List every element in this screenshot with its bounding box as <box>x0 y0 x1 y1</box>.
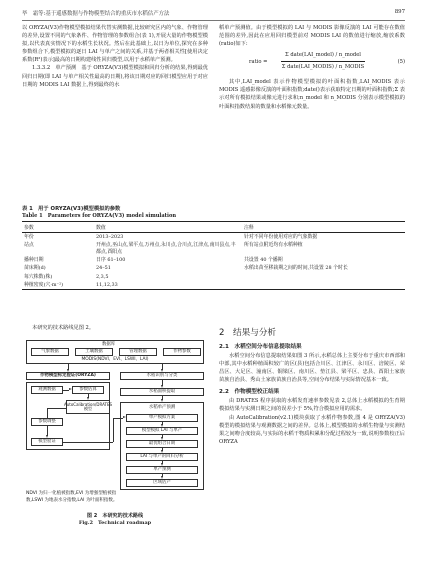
formula-lhs: ratio = <box>249 59 268 66</box>
box-autocalibration: AutoCalibration/DRATES 模型 <box>66 400 110 414</box>
box-parameter-adjustment: 参数调整 <box>31 418 63 426</box>
results-text-2 <box>219 397 405 446</box>
box-management-data: 管理数据 <box>119 348 157 356</box>
table-row <box>22 257 405 265</box>
box-observation-data: 观测数据 <box>31 386 63 394</box>
arrow-icon <box>123 416 126 418</box>
paragraph: 本研究的技术路线见图 2。 <box>32 325 95 331</box>
cell: 播种日期 <box>24 257 44 264</box>
table-title-en: Table 1 Parameters for ORYZA(V3) model simulation <box>22 213 177 219</box>
cell: 年份 <box>24 233 34 240</box>
cell: 所有站点附近均有水稻种植 <box>244 241 303 248</box>
box-yield-prediction: 单产预测 <box>126 466 198 474</box>
box-lai-regression: LAI 与单产的回归分析 <box>126 453 198 461</box>
cell: 苗床期(d) <box>24 265 46 272</box>
table-row <box>22 265 405 273</box>
equation-number: (5) <box>397 59 405 66</box>
box-parameter-estimation: 参数估算 <box>72 386 104 394</box>
connector <box>113 418 114 442</box>
cell: 每穴株数(株) <box>24 273 53 280</box>
box-rice-classification: 水稻识别与分类 <box>120 372 204 380</box>
connector <box>63 442 113 443</box>
caption-en: Fig.2 Technical roadmap <box>78 520 152 526</box>
figure-2-flowchart <box>22 338 208 506</box>
paragraph: 水稻空间分布信息提取结果如图 3 所示,水稻总体上主要分布于重庆市西部和中部,其中水稻种植面积较广的区(县)包括合川区、江津区、永川区、涪陵区、荣昌区、大足区、潼南区、铜梁区、南川区、垫江县、梁平区、忠县、酉阳土家族苗族自治县、秀山土家族苗族自治县等,空间分布结果与实际情况基本一致。 <box>219 353 405 384</box>
paragraph: 其中,LAI_model 表示作物模型模拟的叶面积指数,LAI_MODIS 表示 MODIS 遥感影像反演的叶面积指数;date()表示获取特定日期的叶面积指数;Σ 表示对所有模拟结果或像元进行求和;n_model 和 n_MODIS 分别表示模型模拟的叶面积指数结果的数量和水稻像元数量。 <box>219 79 405 110</box>
table-row <box>22 281 405 290</box>
cell: 日序 61–100 <box>96 257 126 264</box>
fraction-bar <box>281 61 365 62</box>
subsection-heading: 2.1 水稻空间分布信息提取结果 <box>219 344 302 350</box>
connector <box>47 408 48 418</box>
column-header: 注释 <box>242 222 405 233</box>
cell: 针对不同年份使用对应的气象数据 <box>244 233 318 240</box>
table-row <box>22 233 405 242</box>
connector <box>113 418 123 419</box>
paragraph: 1.3.3.2 单产预测 基于 ORYZA(V3)模型模拟和回归分析的结果,得到最优回归日期(即 LAI 与单产相关性最高的日期),将该日期对应的回归模型应用于对应日期的 MODIS LAI 数据上,得到最终的水 <box>22 65 208 88</box>
paragraph: 由 DRATES 程序获取的水稻发育速率参数见表 2,总体上水稻模拟的生育期模拟结果与实测日期之间的误差小于 5%,符合模拟应用的需求。 <box>219 398 405 413</box>
parameters-table <box>22 221 405 290</box>
database-label: 数据库 <box>102 342 116 347</box>
figure-2-caption <box>22 512 208 526</box>
box-weather-data: 气象数据 <box>31 348 69 356</box>
page-number: 897 <box>394 9 405 15</box>
arrow-icon <box>69 388 72 390</box>
cell <box>242 273 405 281</box>
right-top-text <box>219 24 405 111</box>
tech-route-text <box>22 324 208 332</box>
cell: 站点 <box>24 241 34 248</box>
box-model-verification: 模型验证 <box>31 438 63 446</box>
box-simulation-scheme: 单产模拟方案 <box>126 414 198 422</box>
modis-label: MODIS(NDVI、EVI、LSWI、LAI) <box>68 357 162 363</box>
box-simulated-lai-yield: 模型模拟 LAI 与单产 <box>126 427 198 435</box>
cell <box>242 281 405 290</box>
formula-denominator: Σ date(LAI_MODIS) / n_MODIS <box>281 64 365 71</box>
cell: 水稻出苗至移栽期之间的时间,共设置 28 个时长 <box>244 265 348 272</box>
cell: 2,3,5 <box>96 273 109 280</box>
figure-note: NDVI 为归一化植被指数,EVI 为增强型植被指数,LSWI 为地表水分指数,LAI 为叶面积指数。 <box>26 491 118 503</box>
running-header <box>22 8 405 21</box>
section-heading: 2 结果与分析 <box>219 328 277 338</box>
table-row <box>22 273 405 281</box>
results-section <box>219 326 405 446</box>
caption-cn: 图 2 本研究的技术路线 <box>86 513 144 519</box>
box-single-yield-forecast: 水稻单产预测 <box>124 404 200 412</box>
paragraph: 以 ORYZA(V3)作物模型模拟结果代替实测数据,比较研究区内的气象、作物管理的差异,设置不同的气象条件、作物管理的参数组合(表 1),开展大量的作物模型模拟,以代表真实情况下的水稻生长状况。然后在此基础上,以日为单位,探究在多种参数组合下,模型模拟的逐日 LAI 与单产之间的关系,并基于两者相关性[使用决定系数(R²)表示]最高的日期构建线性回归模型,以用于水稻单产预测。 <box>22 25 208 64</box>
equation-5 <box>219 50 405 76</box>
box-crop-model-calibration: 作物模型标定验证(ORYZA) <box>26 372 110 380</box>
cell: 种植密度(穴·m⁻²) <box>22 281 94 290</box>
box-soil-data: 土壤数据 <box>75 348 113 356</box>
box-crop-parameters: 作物参数 <box>163 348 201 356</box>
results-text-1 <box>219 352 405 384</box>
cell: 2013–2023 <box>96 233 124 240</box>
running-title: 毕 霜等:基于遥感数据与作物模型结合的重庆市水稻估产方法 <box>22 11 170 17</box>
cell: 11,12,33 <box>94 281 242 290</box>
table-title-cn: 表 1 用于 ORYZA(V3)模型模拟的参数 <box>22 206 121 212</box>
cell: 24–51 <box>96 265 111 272</box>
subsection-heading: 2.2 作物模型校正结果 <box>219 389 280 396</box>
box-regional-yield: 区域估产 <box>126 479 198 487</box>
column-header: 数值 <box>94 222 242 233</box>
box-rice-area-extraction: 水稻面积提取 <box>120 388 204 396</box>
box-optimal-date: 最优组合日期 <box>126 440 198 448</box>
table-1 <box>22 204 405 290</box>
paragraph: 由 AutoCalibration(v2.1)模块获取了水稻作物参数,图 4 是 ORYZA(V3)模型的模拟结果与观测数据之间的差异。总体上,模型模拟的水稻生物量与实测结果之间吻合度较高,与实际的水稻干物质积累和分配过程较为一致,说明参数校正后 ORYZA <box>219 414 405 445</box>
cell: 开州点,巫山点,梁平点,万州点,永川点,合川点,江津点,南川县点,丰都点,酉阳点 <box>96 241 236 255</box>
connector <box>47 408 66 409</box>
left-top-text <box>22 24 208 89</box>
paragraph: 稻单产预测值。由于模型模拟的 LAI 与 MODIS 影像反演的 LAI 可能存在数值范围的差异,因此在应用回归模型前对 MODIS LAI 的数值进行缩放,缩放系数(ratio)如下: <box>219 25 405 48</box>
column-header: 参数 <box>22 222 94 233</box>
formula-numerator: Σ date(LAI_model) / n_model <box>285 52 361 59</box>
table-row <box>22 241 405 256</box>
cell: 共设置 40 个播期 <box>244 257 283 264</box>
